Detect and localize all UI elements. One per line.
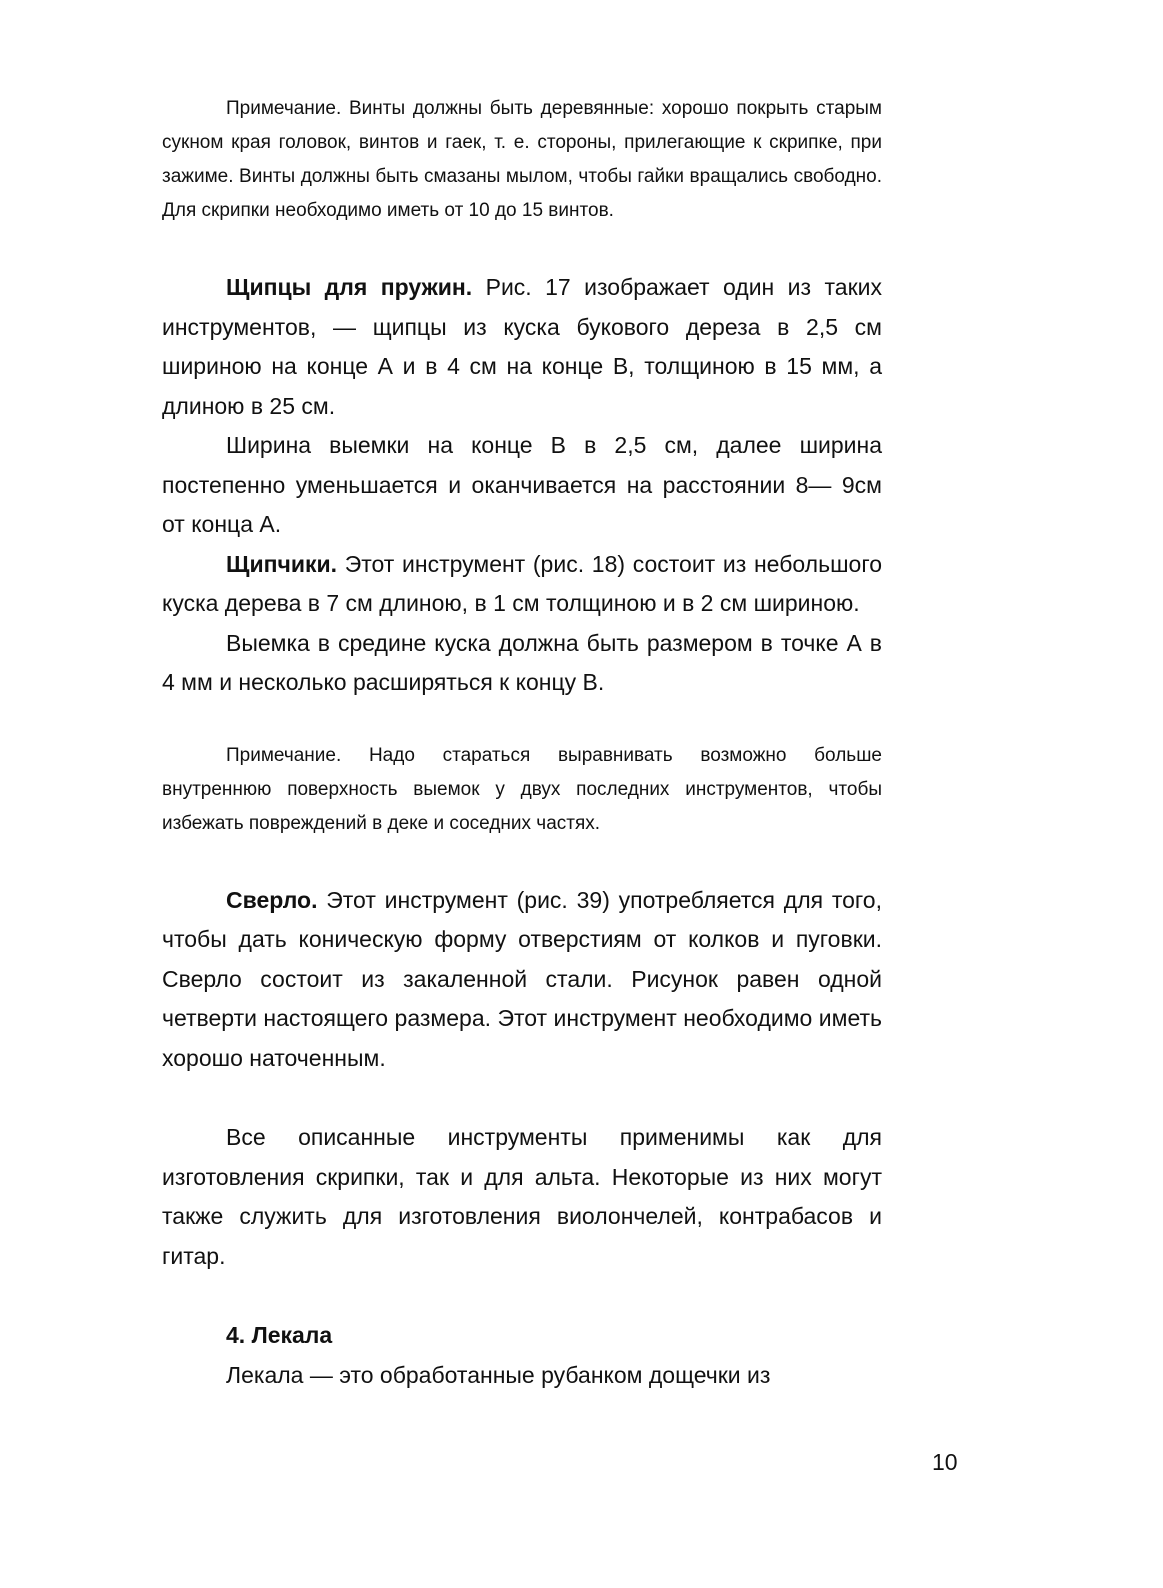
term-pincers: Щипчики.: [226, 550, 338, 577]
paragraph-drill: [162, 881, 882, 1079]
paragraph-pincers-notch: Выемка в средине куска должна быть размером в точке А в 4 мм и несколько расширяться к концу В.: [162, 629, 882, 695]
term-drill: Сверло.: [226, 886, 318, 913]
term-spring-tongs: Щипцы для пружин.: [226, 274, 473, 300]
page-content: [162, 92, 882, 1395]
paragraph-templates: Лекала — это обработанные рубанком дощечки из: [226, 1361, 771, 1388]
note-notches: Примечание. Надо стараться выравнивать возможно больше внутреннюю поверхность выемок у двух последних инструментов, чтобы избежать повреждений в деке и соседних частях.: [162, 744, 882, 834]
note-screws: Примечание. Винты должны быть деревянные: хорошо покрыть старым сукном края головок, винтов и гаек, т. е. стороны, прилегающие к скрипке, при зажиме. Винты должны быть смазаны мылом, чтобы гайки вращались свободно. Для скрипки необходимо иметь от 10 до 15 винтов.: [162, 98, 882, 221]
page-number: 10: [932, 1449, 958, 1475]
text-drill: Этот инструмент (рис. 39) употребляется для того, чтобы дать коническую форму отверстиям от колков и пуговки. Сверло состоит из закаленной стали. Рисунок равен одной четверти настоящего размера. Этот инструмент необходимо иметь хорошо наточенным.: [162, 886, 882, 1071]
spacer: [162, 228, 882, 268]
paragraph-pincers: [162, 545, 882, 624]
spacer: [162, 841, 882, 881]
spacer: [162, 703, 882, 739]
paragraph-summary: Все описанные инструменты применимы как для изготовления скрипки, так и для альта. Некоторые из них могут также служить для изготовления виолончелей, контрабасов и гитар.: [162, 1124, 882, 1269]
text-spring-tongs: Рис. 17 изображает один из таких инструментов, — щипцы из куска букового дереза в 2,5 см шириною на конце А и в 4 см на конце В, толщиною в 15 мм, а длиною в 25 см.: [162, 274, 882, 419]
spacer: [162, 1078, 882, 1118]
section-heading: 4. Лекала: [226, 1322, 333, 1348]
paragraph-spring-tongs: [162, 268, 882, 426]
text-pincers: Этот инструмент (рис. 18) состоит из небольшого куска дерева в 7 см длиною, в 1 см толщиною и в 2 см шириною.: [162, 550, 882, 616]
spacer: [162, 1276, 882, 1316]
paragraph-tongs-notch: Ширина выемки на конце В в 2,5 см, далее ширина постепенно уменьшается и оканчивается на расстоянии 8— 9см от конца А.: [162, 432, 882, 537]
